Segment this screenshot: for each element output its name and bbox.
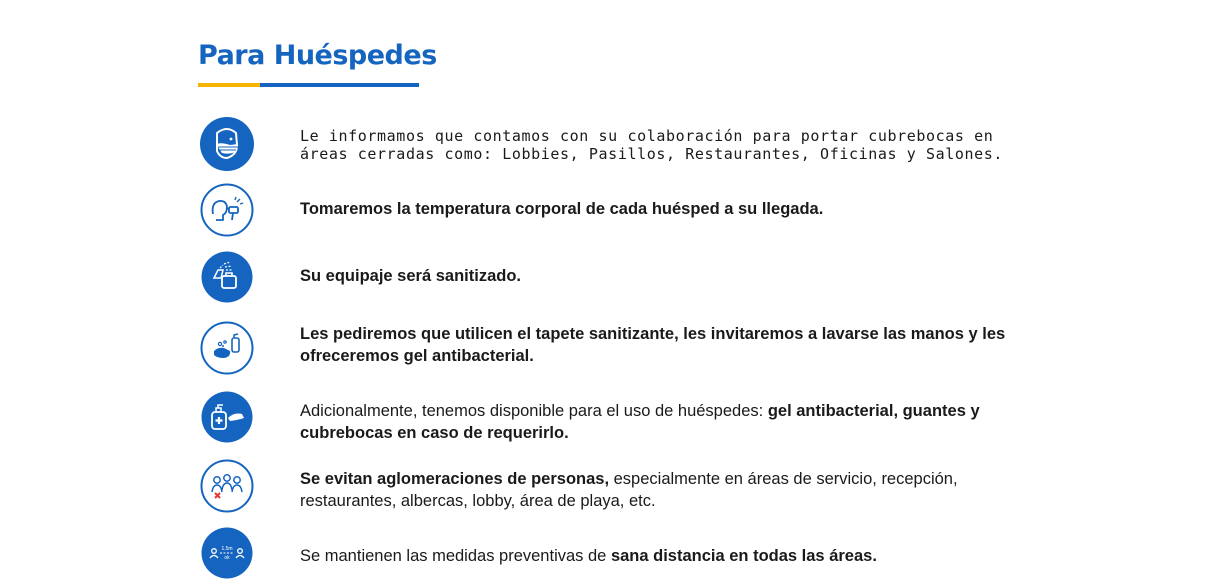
item-text-mask: Le informamos que contamos con su colaboración para portar cubrebocas en áreas cerradas como: Lobbies, Pasillos, Restaurantes, Oficinas y Salones. bbox=[300, 127, 1004, 163]
crowds-text-normal: especialmente en áreas de servicio, recepción, restaurantes, albercas, lobby, área de playa, etc. bbox=[300, 470, 958, 510]
temperature-check-icon bbox=[200, 183, 254, 237]
distance-text-bold: sana distancia en todas las áreas. bbox=[610, 547, 877, 565]
no-crowds-icon bbox=[200, 459, 254, 513]
supplies-text-bold: gel antibacterial, guantes y cubrebocas en caso de requerirlo. bbox=[300, 402, 980, 442]
face-mask-icon bbox=[200, 117, 254, 171]
sanitizer-gloves-icon bbox=[200, 390, 254, 444]
supplies-text-normal: Adicionalmente, tenemos disponible para el uso de huéspedes: bbox=[300, 402, 768, 420]
luggage-sanitize-icon bbox=[200, 250, 254, 304]
item-text-supplies bbox=[300, 400, 1020, 444]
distance-label-bottom: ok bbox=[224, 555, 230, 561]
title-underline bbox=[198, 83, 419, 87]
underline-accent bbox=[198, 83, 260, 87]
crowds-text-bold: Se evitan aglomeraciones de personas, bbox=[300, 470, 610, 488]
distance-label-top: 1.5m bbox=[221, 546, 233, 552]
item-text-temperature: Tomaremos la temperatura corporal de cada huésped a su llegada. bbox=[300, 200, 824, 218]
item-text-distance bbox=[300, 545, 1020, 567]
distance-text-normal: Se mantienen las medidas preventivas de bbox=[300, 547, 611, 565]
item-text-handwash: Les pediremos que utilicen el tapete sanitizante, les invitaremos a lavarse las manos y les ofreceremos gel antibacterial. bbox=[300, 325, 1006, 365]
hand-wash-icon bbox=[200, 321, 254, 375]
social-distance-icon bbox=[200, 526, 254, 579]
item-text-luggage: Su equipaje será sanitizado. bbox=[300, 267, 521, 285]
underline-primary bbox=[260, 83, 419, 87]
page-title: Para Huéspedes bbox=[198, 40, 437, 71]
item-text-crowds bbox=[300, 468, 1020, 512]
